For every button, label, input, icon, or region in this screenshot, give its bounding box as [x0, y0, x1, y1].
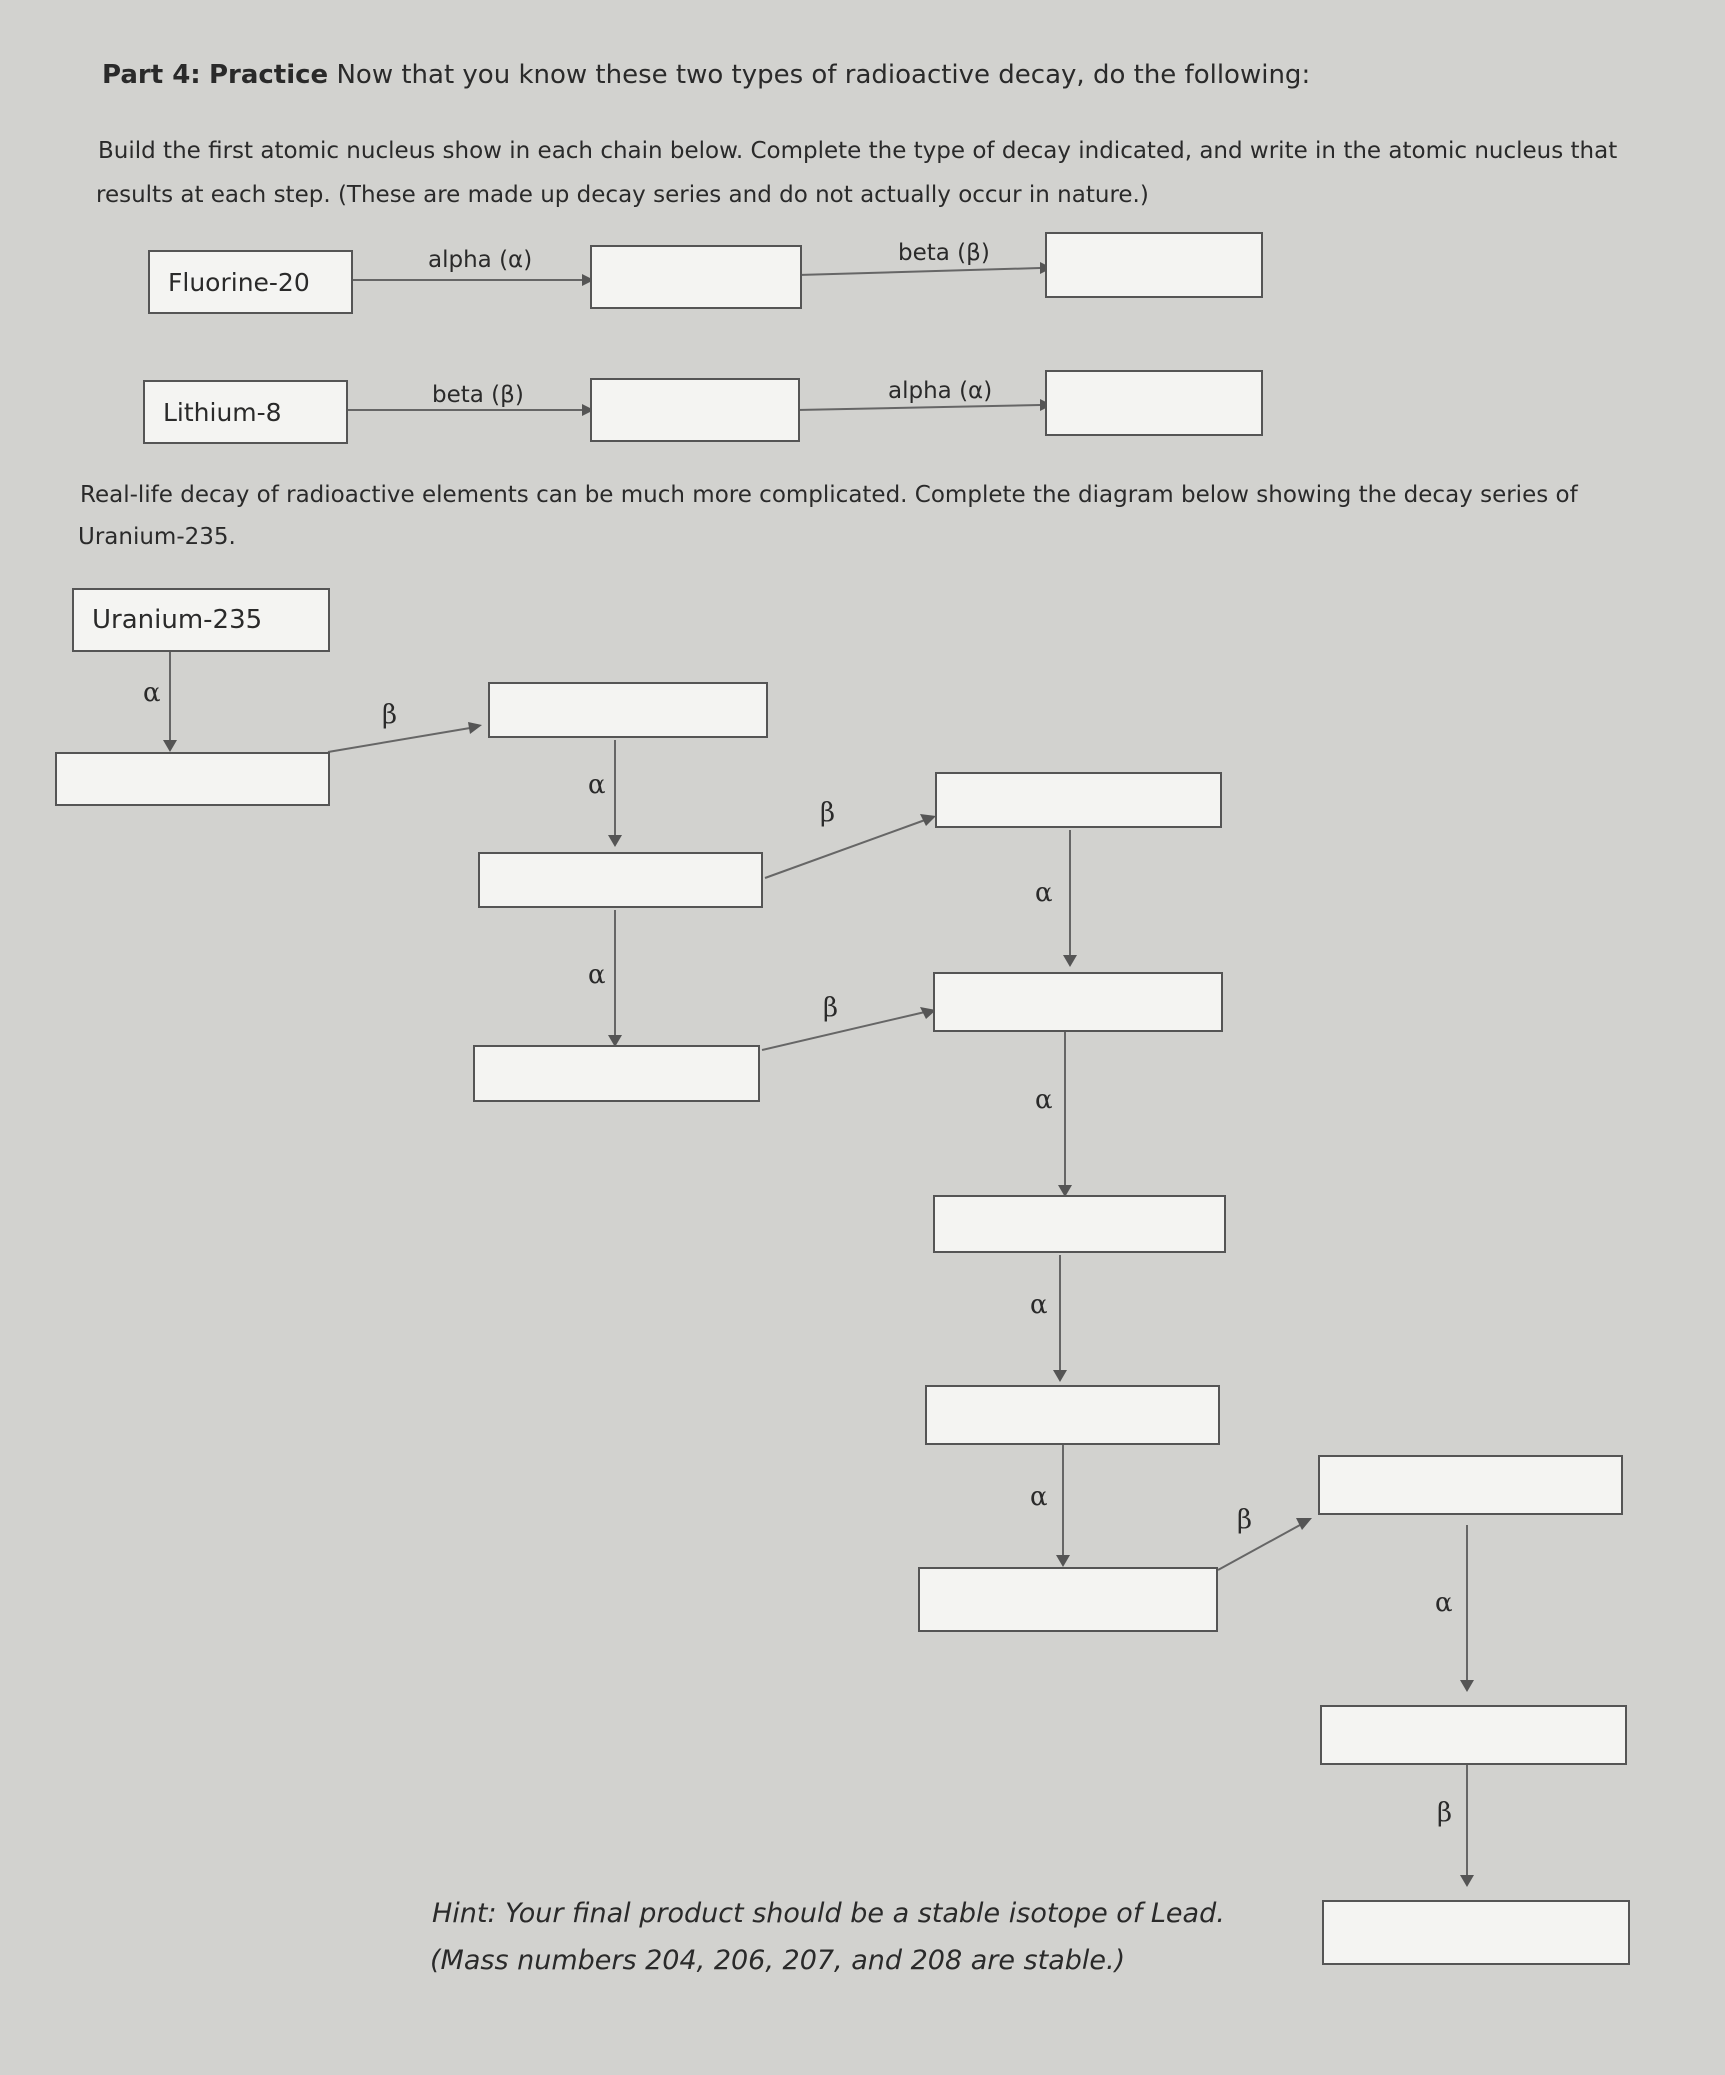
chain2-step1-label: beta (β) [432, 382, 524, 408]
u-box-1[interactable] [55, 752, 330, 806]
u-box-4[interactable] [935, 772, 1222, 828]
chain2-step2-label: alpha (α) [888, 378, 993, 404]
u-step4-beta-label: β [820, 798, 836, 828]
u-step13-beta-label: β [1437, 1798, 1453, 1828]
chain1-answer-box-2[interactable] [1045, 232, 1263, 298]
u-box-final[interactable] [1322, 1900, 1630, 1965]
u-box-9[interactable] [1318, 1455, 1623, 1515]
u-step6-alpha-label: α [588, 960, 606, 990]
chain1-step2-label: beta (β) [898, 240, 990, 266]
u-box-10[interactable] [918, 1567, 1218, 1632]
u-step3-alpha-label: α [588, 770, 606, 800]
u-box-3[interactable] [478, 852, 763, 908]
u-step11-beta-label: β [1237, 1505, 1253, 1535]
u-box-5[interactable] [933, 972, 1223, 1032]
hint-line-1: Hint: Your final product should be a stable isotope of Lead. [432, 1898, 1225, 1929]
u-box-8[interactable] [925, 1385, 1220, 1445]
chain1-answer-box-1[interactable] [590, 245, 802, 309]
u-step5-alpha-label: α [1035, 878, 1053, 908]
part-label: Part 4: [102, 60, 201, 90]
chain2-start-box: Lithium-8 [143, 380, 348, 444]
real-life-line-2: Uranium-235. [78, 524, 236, 550]
u-step1-alpha-label: α [143, 678, 161, 708]
instructions-line-2: results at each step. (These are made up decay series and do not actually occur in nature.) [96, 182, 1149, 208]
hint-line-2: (Mass numbers 204, 206, 207, and 208 are stable.) [430, 1945, 1126, 1976]
intro-text: Now that you know these two types of radioactive decay, do the following: [336, 60, 1311, 90]
real-life-line-1: Real-life decay of radioactive elements can be much more complicated. Complete the diagram below showing the decay series of [80, 482, 1578, 508]
instructions-line-1: Build the first atomic nucleus show in each chain below. Complete the type of decay indicated, and write in the atomic nucleus that [98, 138, 1618, 164]
u-box-7[interactable] [933, 1195, 1226, 1253]
u-box-11[interactable] [1320, 1705, 1627, 1765]
uranium-start-box: Uranium-235 [72, 588, 330, 652]
u-step10-alpha-label: α [1030, 1482, 1048, 1512]
chain1-start-box: Fluorine-20 [148, 250, 353, 314]
u-step7-beta-label: β [823, 993, 839, 1023]
u-step2-beta-label: β [382, 700, 398, 730]
chain2-answer-box-2[interactable] [1045, 370, 1263, 436]
chain2-answer-box-1[interactable] [590, 378, 800, 442]
chain1-step1-label: alpha (α) [428, 247, 533, 273]
u-step9-alpha-label: α [1030, 1290, 1048, 1320]
practice-label: Practice [208, 60, 329, 90]
u-step8-alpha-label: α [1035, 1085, 1053, 1115]
u-step12-alpha-label: α [1435, 1588, 1453, 1618]
u-box-2[interactable] [488, 682, 768, 738]
u-box-6[interactable] [473, 1045, 760, 1102]
